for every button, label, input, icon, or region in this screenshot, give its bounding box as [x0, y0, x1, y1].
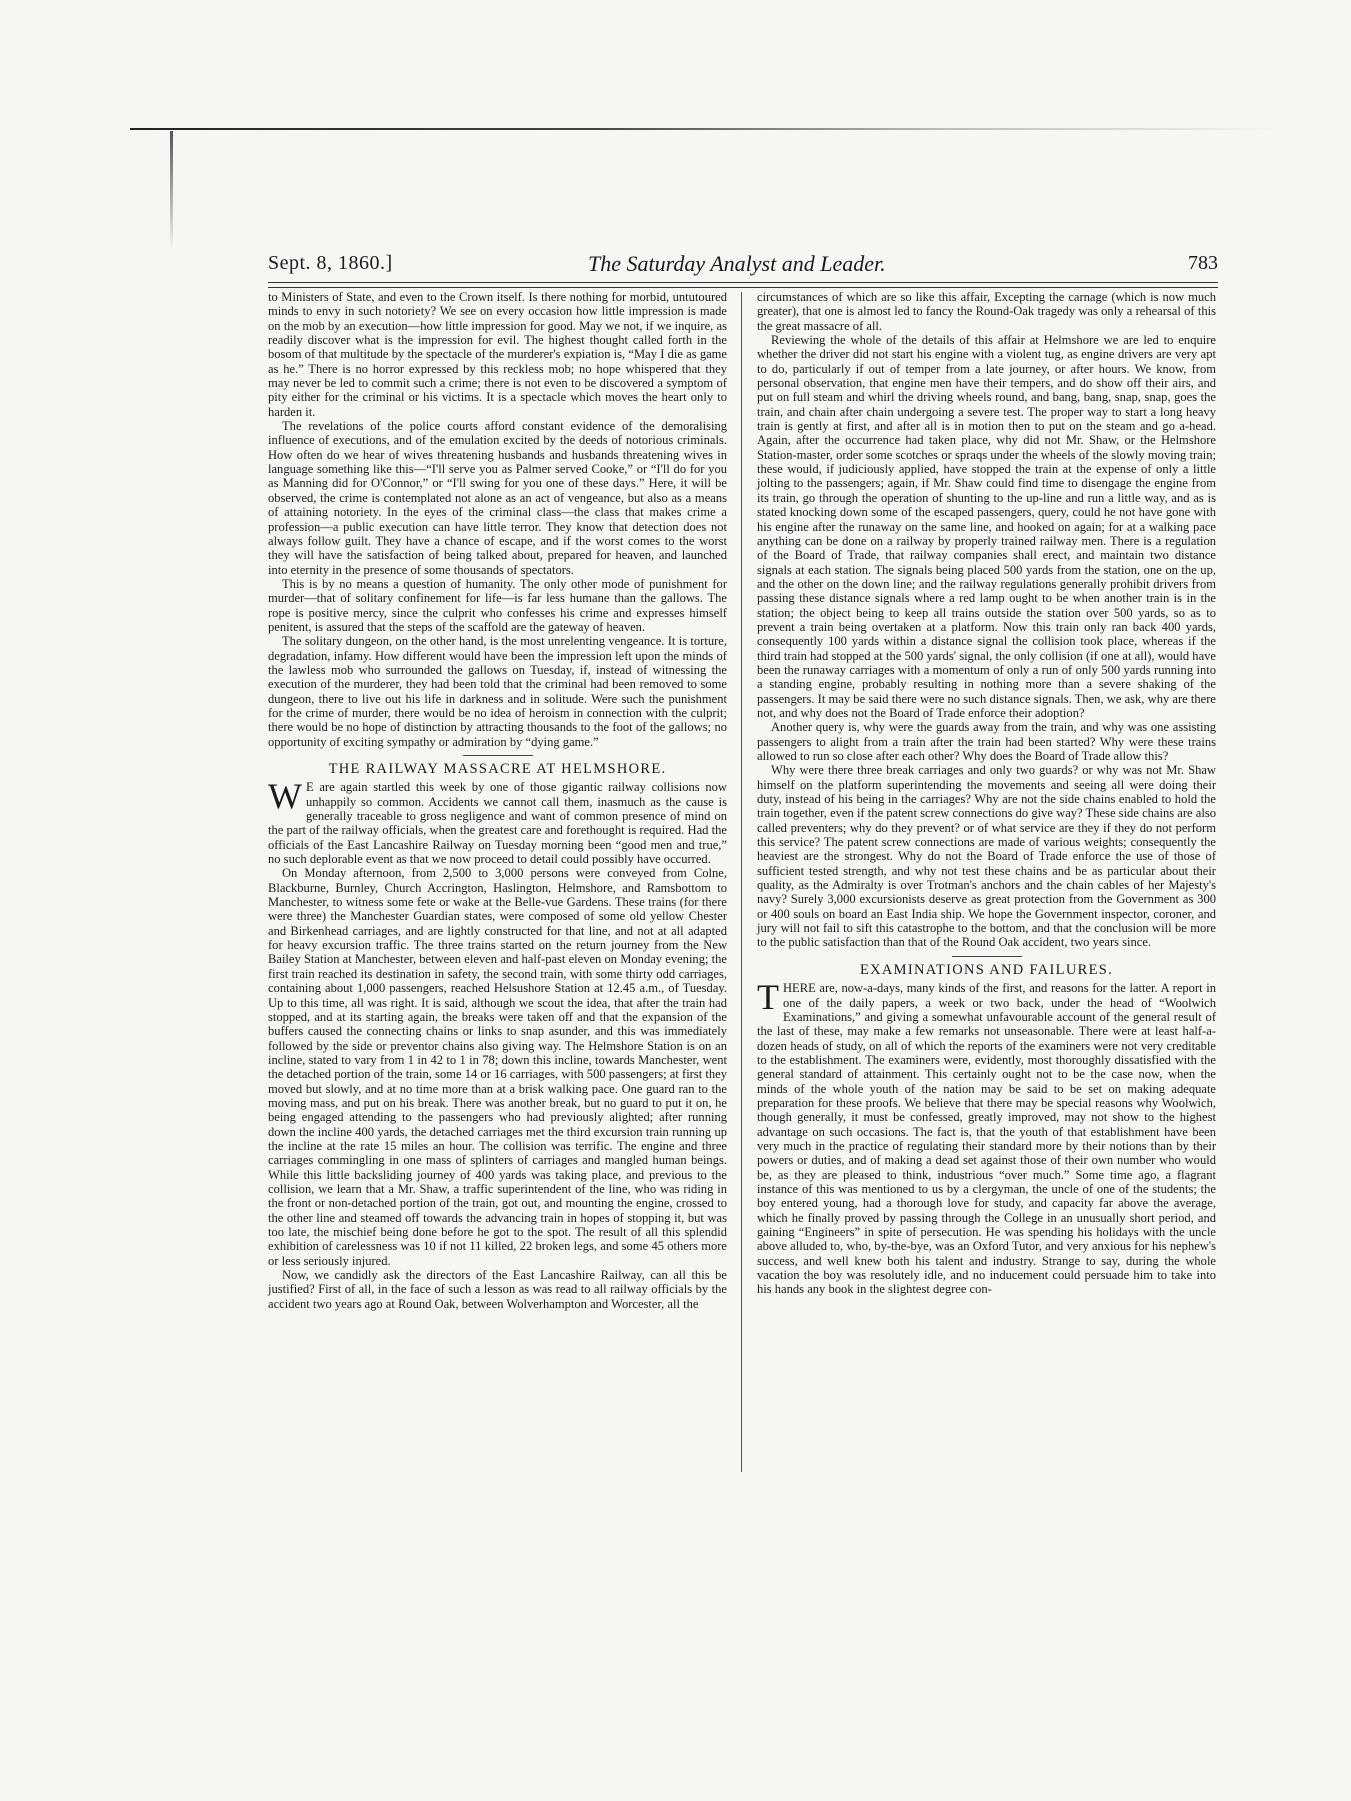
section-title-railway: THE RAILWAY MASSACRE AT HELMSHORE.	[328, 761, 667, 777]
header-rule	[268, 282, 1218, 288]
right-column	[757, 290, 1216, 1297]
section-divider	[463, 755, 533, 758]
running-head	[268, 252, 1218, 284]
left-column	[268, 290, 727, 1311]
left-paragraph-4: The solitary dungeon, on the other hand, is the most unrelenting vengeance. It is torture, degradation, infamy. How different would have been the impression left upon the minds of the lawless mob who surrounded the gallows on Tuesday, if, instead of witnessing the execution of the murderer, they had been told that the criminal had been removed to some dungeon, there to live out his life in darkness and in solitude. Were such the punishment for the crime of murder, there would be no idea of heroism in connection with the culprit; there would be no hope of distinction by attracting thousands to the foot of the gallows; no opportunity of exciting sympathy or admiration by “dying game.”	[268, 634, 727, 749]
right-paragraph-5	[757, 977, 1216, 1297]
right-paragraph-4: Why were there three break carriages and only two guards? or why was not Mr. Shaw himself on the platform superintending the movements and seeing all were doing their duty, instead of his being in the carriages? Why are not the side chains enabled to hold the train together, even if the patent screw connections do give way? These side chains are also called preventers; why do they prevent? or of what service are they if they do not perform this service? The patent screw connections are made of various weights; consequently the heaviest are the strongest. Why do not the Board of Trade enforce the use of those of sufficient tested strength, and why not test these chains and be as particular about their quality, as the Admiralty is over Trotman's anchors and the chain cables of her Majesty's navy? Surely 3,000 excursionists deserve as great protection from the Government as 300 or 400 souls on board an East India ship. We hope the Government inspector, coroner, and jury will not fail to sift this catastrophe to the bottom, and that the conclusion will be more to the public satisfaction than that of the Round Oak accident, two years since.	[757, 763, 1216, 950]
dropcap-t: T	[757, 977, 779, 1018]
section-title-examinations: EXAMINATIONS AND FAILURES.	[859, 961, 1114, 978]
column-divider	[741, 292, 742, 1472]
left-paragraph-5	[268, 776, 727, 867]
right-paragraph-2: Reviewing the whole of the details of this affair at Helmshore we are led to enquire whether the driver did not start his engine with a violent tug, as engine drivers are very apt to do, particularly if out of temper from a late journey, or after hours. We know, from personal observation, that engine men have their tempers, and do show off their airs, and put on full steam and whirl the driving wheels round, and bang, bang, snap, snap, goes the train, and chain after chain undergoing a severe test. The proper way to start a long heavy train is gently at first, and after all is in motion then to put on the steam and go a-head. Again, after the occurrence had taken place, why did not Mr. Shaw, or the Helmshore Station-master, order some scotches or spraqs under the wheels of the slowly moving train; these would, if judiciously applied, have stopped the train at the expense of only a little jolting to the passengers; again, if Mr. Shaw could find time to disengage the engine from its train, go through the operation of shunting to the up-line and run a little way, and as is stated knocking down some of the escaped passengers, query, could he not have gone with his engine after the runaway on the same line, and hooked on again; for at a walking pace anything can be done on a railway by properly trained railway men. There is a regulation of the Board of Trade, that railway companies shall erect, and maintain two distance signals at each station. The signals being placed 500 yards from the station, one on the up, and the other on the down line; and the railway regulations generally prohibit drivers from passing these distance signals where a red lamp ought to be when another train is in the station; the object being to keep all trains outside the station over 500 yards, so as to prevent a train being overtaken at a platform. Now this train only ran back 400 yards, consequently 100 yards within a distance signal the collision took place, whereas if the third train had stopped at the 500 yards' signal, the only collision (if one at all), would have been the runaway carriages with a momentum of only a run of only 500 yards running into a standing engine, probably resulting in nothing more than a severe shaking of the passengers. It may be said there were no such distance signals. Then, we ask, why are there not, and why does not the Board of Trade enforce their adoption?	[757, 333, 1216, 720]
header-page-number: 783	[1188, 252, 1218, 274]
left-paragraph-1: to Ministers of State, and even to the Crown itself. Is there nothing for morbid, untutoured minds to envy in such notoriety? We see on every occasion how little impression is made on the mob by an execution—how little impression for good. May we not, if we inquire, as readily discover what is the impression for evil. The highest thought called forth in the bosom of that multitude by the spectacle of the murderer's expiation is, “May I die as game as he.” There is no horror expressed by this reckless mob; no hope whispered that they may never be led to commit such a crime; there is not even to be discovered a symptom of pity either for the criminal or his victims. It is a spectacle which moves the heart only to harden it.	[268, 290, 727, 419]
dropcap-w: W	[268, 776, 302, 817]
left-paragraph-3: This is by no means a question of humanity. The only other mode of punishment for murder—that of solitary confinement for life—is far less humane than the gallows. The rope is positive mercy, since the culprit who confesses his crime and expresses himself penitent, is assured that the steps of the scaffold are the gateway of heaven.	[268, 576, 727, 634]
right-paragraph-1: circumstances of which are so like this affair, Excepting the carnage (which is now much greater), that one is almost led to fancy the Round-Oak tragedy was only a rehearsal of this the great massacre of all.	[757, 290, 1216, 333]
top-scan-rule	[130, 128, 1290, 130]
left-paragraph-6: On Monday afternoon, from 2,500 to 3,000 persons were conveyed from Colne, Blackburne, Burnley, Church Accrington, Haslington, Helmshore, and Ramsbottom to Manchester, to witness some fete or wake at the Belle-vue Gardens. These trains (for there were three) the Manchester Guardian states, were composed of some old yellow Chester and Birkenhead carriages, and are lightly constructed for that line, and not at all adapted for heavy excursion traffic. The three trains started on the return journey from the New Bailey Station at Manchester, between eleven and half-past eleven on Monday evening; the first train reached its destination in safety, the second train, with some thirty odd carriages, containing about 1,000 passengers, reached Helsushore Station at 12.45 a.m., of Tuesday. Up to this time, all was right. It is said, although we scout the idea, that after the train had stopped, and at its starting again, the breaks were taken off and that the expansion of the buffers caused the connecting chains or links to snap asunder, and this was immediately followed by the side or preventor chains also giving way. The Helmshore Station is on an incline, stated to vary from 1 in 42 to 1 in 78; down this incline, towards Manchester, went the detached portion of the train, some 14 or 16 carriages, with 500 passengers; at first they moved but slowly, and at no time more than at a brisk walking pace. One guard ran to the moving mass, and put on his break. There was another break, but no guard to put it on, he being engaged attending to the passengers who had previously alighted; after running down the incline 400 yards, the detached carriages met the third excursion train running up the incline at the rate 15 miles an hour. The collision was terrific. The engine and three carriages commingling in one mass of splinters of carriages and mangled human beings. While this little backsliding journey of 400 yards was taking place, and previous to the collision, we learn that a Mr. Shaw, a traffic superintendent of the line, who was riding in the front or non-detached portion of the train, got out, and mounting the engine, crossed to the other line and steamed off towards the advancing train in hopes of stopping it, but was too late, the mischief being done before he got to the spot. The result of all this splendid exhibition of carelessness was 10 if not 11 killed, 22 broken legs, and some 45 others more or less seriously injured.	[268, 866, 727, 1268]
scan-smudge	[170, 131, 173, 251]
left-paragraph-5-text: E are again startled this week by one of those gigantic railway collisions now unhappily so common. Accidents we cannot call them, inasmuch as the cause is generally traceable to gross negligence and want of common presence of mind on the part of the railway officials, when the greatest care and forethought is required. Had the officials of the East Lancashire Railway on Tuesday morning been “good men and true,” no such deplorable event as that we now proceed to detail could possibly have occurred.	[268, 780, 727, 867]
right-paragraph-5-text: HERE are, now-a-days, many kinds of the first, and reasons for the latter. A report in one of the daily papers, a week or two back, under the head of “Woolwich Examinations,” and giving a somewhat unfavourable account of the general result of the last of these, may make a few remarks not unseasonable. There were at least half-a-dozen heads of study, on all of which the reports of the examiners were not very creditable to the establishment. The examiners were, evidently, most thoroughly dissatisfied with the general standard of attainment. This certainly ought not to be the case now, when the minds of the whole youth of the nation may be said to be set on making adequate preparation for these proofs. We believe that there may be special reasons why Woolwich, though generally, it must be confessed, greatly improved, may not show to the highest advantage on such occasions. The fact is, that the youth of that establishment have been very much in the practice of regulating their standard more by their notions than by their powers or duties, and of making a dead set against those of their own number who would be, as they are pleased to think, industrious “over much.” Some time ago, a flagrant instance of this was mentioned to us by a clergyman, the uncle of one of the students; the boy entered young, had a thorough love for study, and capacity far above the average, which he finally proved by passing through the College in an unusually short period, and gaining “Engineers” in spite of persecution. He was spending his holidays with the uncle above alluded to, who, by-the-bye, was an Oxford Tutor, and very anxious for his nephew's success, and well knew both his talent and industry. Strange to say, during the whole vacation the boy was resolutely idle, and no inducement could persuade him to take into his hands any book in the slightest degree con-	[757, 981, 1216, 1297]
left-paragraph-2: The revelations of the police courts afford constant evidence of the demoralising influence of executions, and of the emulation excited by the deeds of notorious criminals. How often do we hear of wives threatening husbands and husbands threatening wives in language something like this—“I'll serve you as Palmer served Cooke,” or “I'll do for you as Manning did for O'Connor,” or “I'll swing for you one of these days.” Here, it will be observed, the crime is contemplated not alone as an act of vengeance, but also as a means of attaining notoriety. In the eyes of the criminal class—the class that makes crime a profession—a public execution can have little terror. They know that detection does not always follow guilt. They have a chance of escape, and if the worst comes to the worst they will have the satisfaction of being talked about, prepared for heaven, and launched into eternity in the presence of some thousands of spectators.	[268, 419, 727, 577]
header-date: Sept. 8, 1860.]	[268, 252, 393, 274]
left-paragraph-7: Now, we candidly ask the directors of the East Lancashire Railway, can all this be justified? First of all, in the face of such a lesson as was read to all railway officials by the accident two years ago at Round Oak, between Wolverhampton and Worcester, all the	[268, 1268, 727, 1311]
right-paragraph-3: Another query is, why were the guards away from the train, and why was one assisting passengers to alight from a train after the train had been started? Why were these trains allowed to run so close after each other? Why does the Board of Trade allow this?	[757, 720, 1216, 763]
header-title: The Saturday Analyst and Leader.	[588, 251, 886, 276]
section-divider	[952, 956, 1022, 959]
